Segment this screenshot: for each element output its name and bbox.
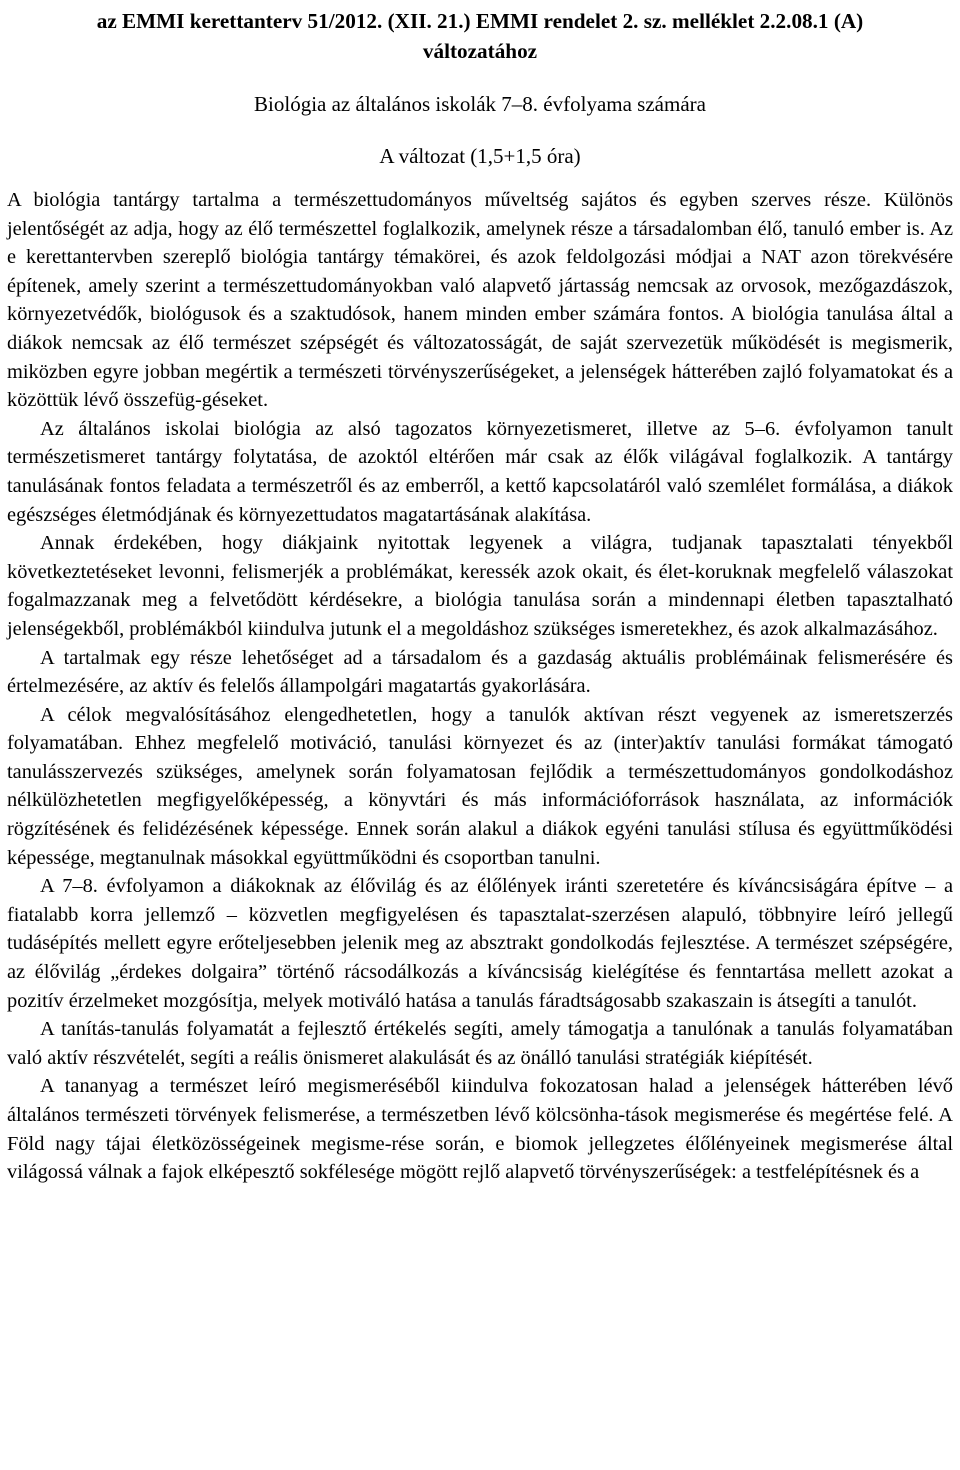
document-subtitle: A változat (1,5+1,5 óra): [379, 144, 581, 168]
paragraph-5: A célok megvalósításához elengedhetetlen, hogy a tanulók aktívan részt vegyenek az ismeretszerzés folyamatában. Ehhez megfelelő motiváció, tanulási környezet és az (inter)aktív tanulási formákat támogató tanulásszervezés szükséges, amelynek során folyamatosan fejlődik a természettudományos gondolkodáshoz nélkülözhetetlen megfigyelőképesség, a könyvtári és más információforrások használata, az információk rögzítésének és felidézésének képessége. Ennek során alakul a diákok egyéni tanulási stílusa és együttműködési képessége, megtanulnak másokkal együttműködni és csoportban tanulni.: [7, 703, 953, 869]
paragraph-2: Az általános iskolai biológia az alsó tagozatos környezetismeret, illetve az 5–6. évfolyamon tanult természetismeret tantárgy folytatása, de azoktól eltérően már csak az élők világával foglalkozik. A tantárgy tanulásának fontos feladata a természetről és az emberről, a kettő kapcsolatáról való szemlélet formálása, a diákok egészséges életmódjának és környezettudatos magatartásának alakítása.: [7, 417, 953, 526]
paragraph-3: Annak érdekében, hogy diákjaink nyitottak legyenek a világra, tudjanak tapasztalati tényekből következtetéseket levonni, felismerjék a problémákat, keressék azok okait, és élet-koruknak megfelelő válaszokat fogalmazzanak meg a felvetődött kérdésekre, a biológia tanulása során a mindennapi életben tapasztalható jelenségekből, problémákból kiindulva jutunk el a megoldáshoz szükséges ismeretekhez, és azok alkalmazásához.: [7, 532, 953, 640]
paragraph-6: A 7–8. évfolyamon a diákoknak az élővilág és az élőlények iránti szeretetére és kíváncsiságára építve – a fiatalabb korra jellemző – közvetlen megfigyelésen és tapasztalat-szerzésen alapuló, többnyire leíró jellegű tudásépítés mellett egyre erőteljesebben jelenik meg az absztrakt gondolkodás fejlesztése. A természet szépségére, az élővilág „érdekes dolgaira” történő rácsodálkozás a kíváncsiság kielégítése és fenntartása mellett azokat a pozitív érzelmeket mozgósítja, melyek motiváló hatása a tanulás fáradtságosabb szakaszain is átsegíti a tanulót.: [7, 875, 953, 1012]
paragraph-1: A biológia tantárgy tartalma a természettudományos műveltség sajátos és egyben szerves része. Különös jelentőségét az adja, hogy az élő természettel foglalkozik, amelynek része a társadalomban élő, tanuló ember is. Az e kerettantervben szereplő biológia tantárgy témakörei, és azok feldolgozási módjai a NAT azon törekvésére építenek, amely szerint a természettudományokban való alapvető jártasság nemcsak az orvosok, mezőgazdászok, környezetvédők, biológusok és a szaktudósok, hanem minden ember számára fontos. A biológia tanulása által a diákok nemcsak az élő természet szépségét és változatosságát, de saját szervezetük működését is megismerik, miközben egyre jobban megértik a természeti törvényszerűségeket, a jelenségek hátterében zajló folyamatokat és a közöttük lévő összefüg-géseket.: [7, 189, 953, 412]
header-line-1: az EMMI kerettanterv 51/2012. (XII. 21.) EMMI rendelet 2. sz. melléklet 2.2.08.1 (A): [96, 9, 864, 33]
document-header: [7, 6, 953, 66]
document-title: Biológia az általános iskolák 7–8. évfolyama számára: [254, 92, 706, 116]
header-line-2: változatához: [422, 39, 538, 63]
document-page: [0, 6, 960, 1470]
paragraph-8: A tananyag a természet leíró megismeréséből kiindulva fokozatosan halad a jelenségek hátterében lévő általános természeti törvények felismerése, a természetben lévő kölcsönha-tások megismerése és megértése felé. A Föld nagy tájai életközösségeinek megisme-rése során, e biomok jellegzetes élőlényeinek megismerése által világossá válnak a fajok elképesztő sokfélesége mögött rejlő alapvető törvényszerűségek: a testfelépítésnek és a: [7, 1075, 953, 1184]
paragraph-7: A tanítás-tanulás folyamatát a fejlesztő értékelés segíti, amely támogatja a tanulónak a tanulás folyamatában való aktív részvételét, segíti a reális önismeret alakulását és az önálló tanulási stratégiák kiépítését.: [7, 1018, 953, 1069]
paragraph-4: A tartalmak egy része lehetőséget ad a társadalom és a gazdaság aktuális problémáinak felismerésére és értelmezésére, az aktív és felelős állampolgári magatartás gyakorlására.: [7, 646, 953, 698]
document-body: [7, 186, 953, 1187]
